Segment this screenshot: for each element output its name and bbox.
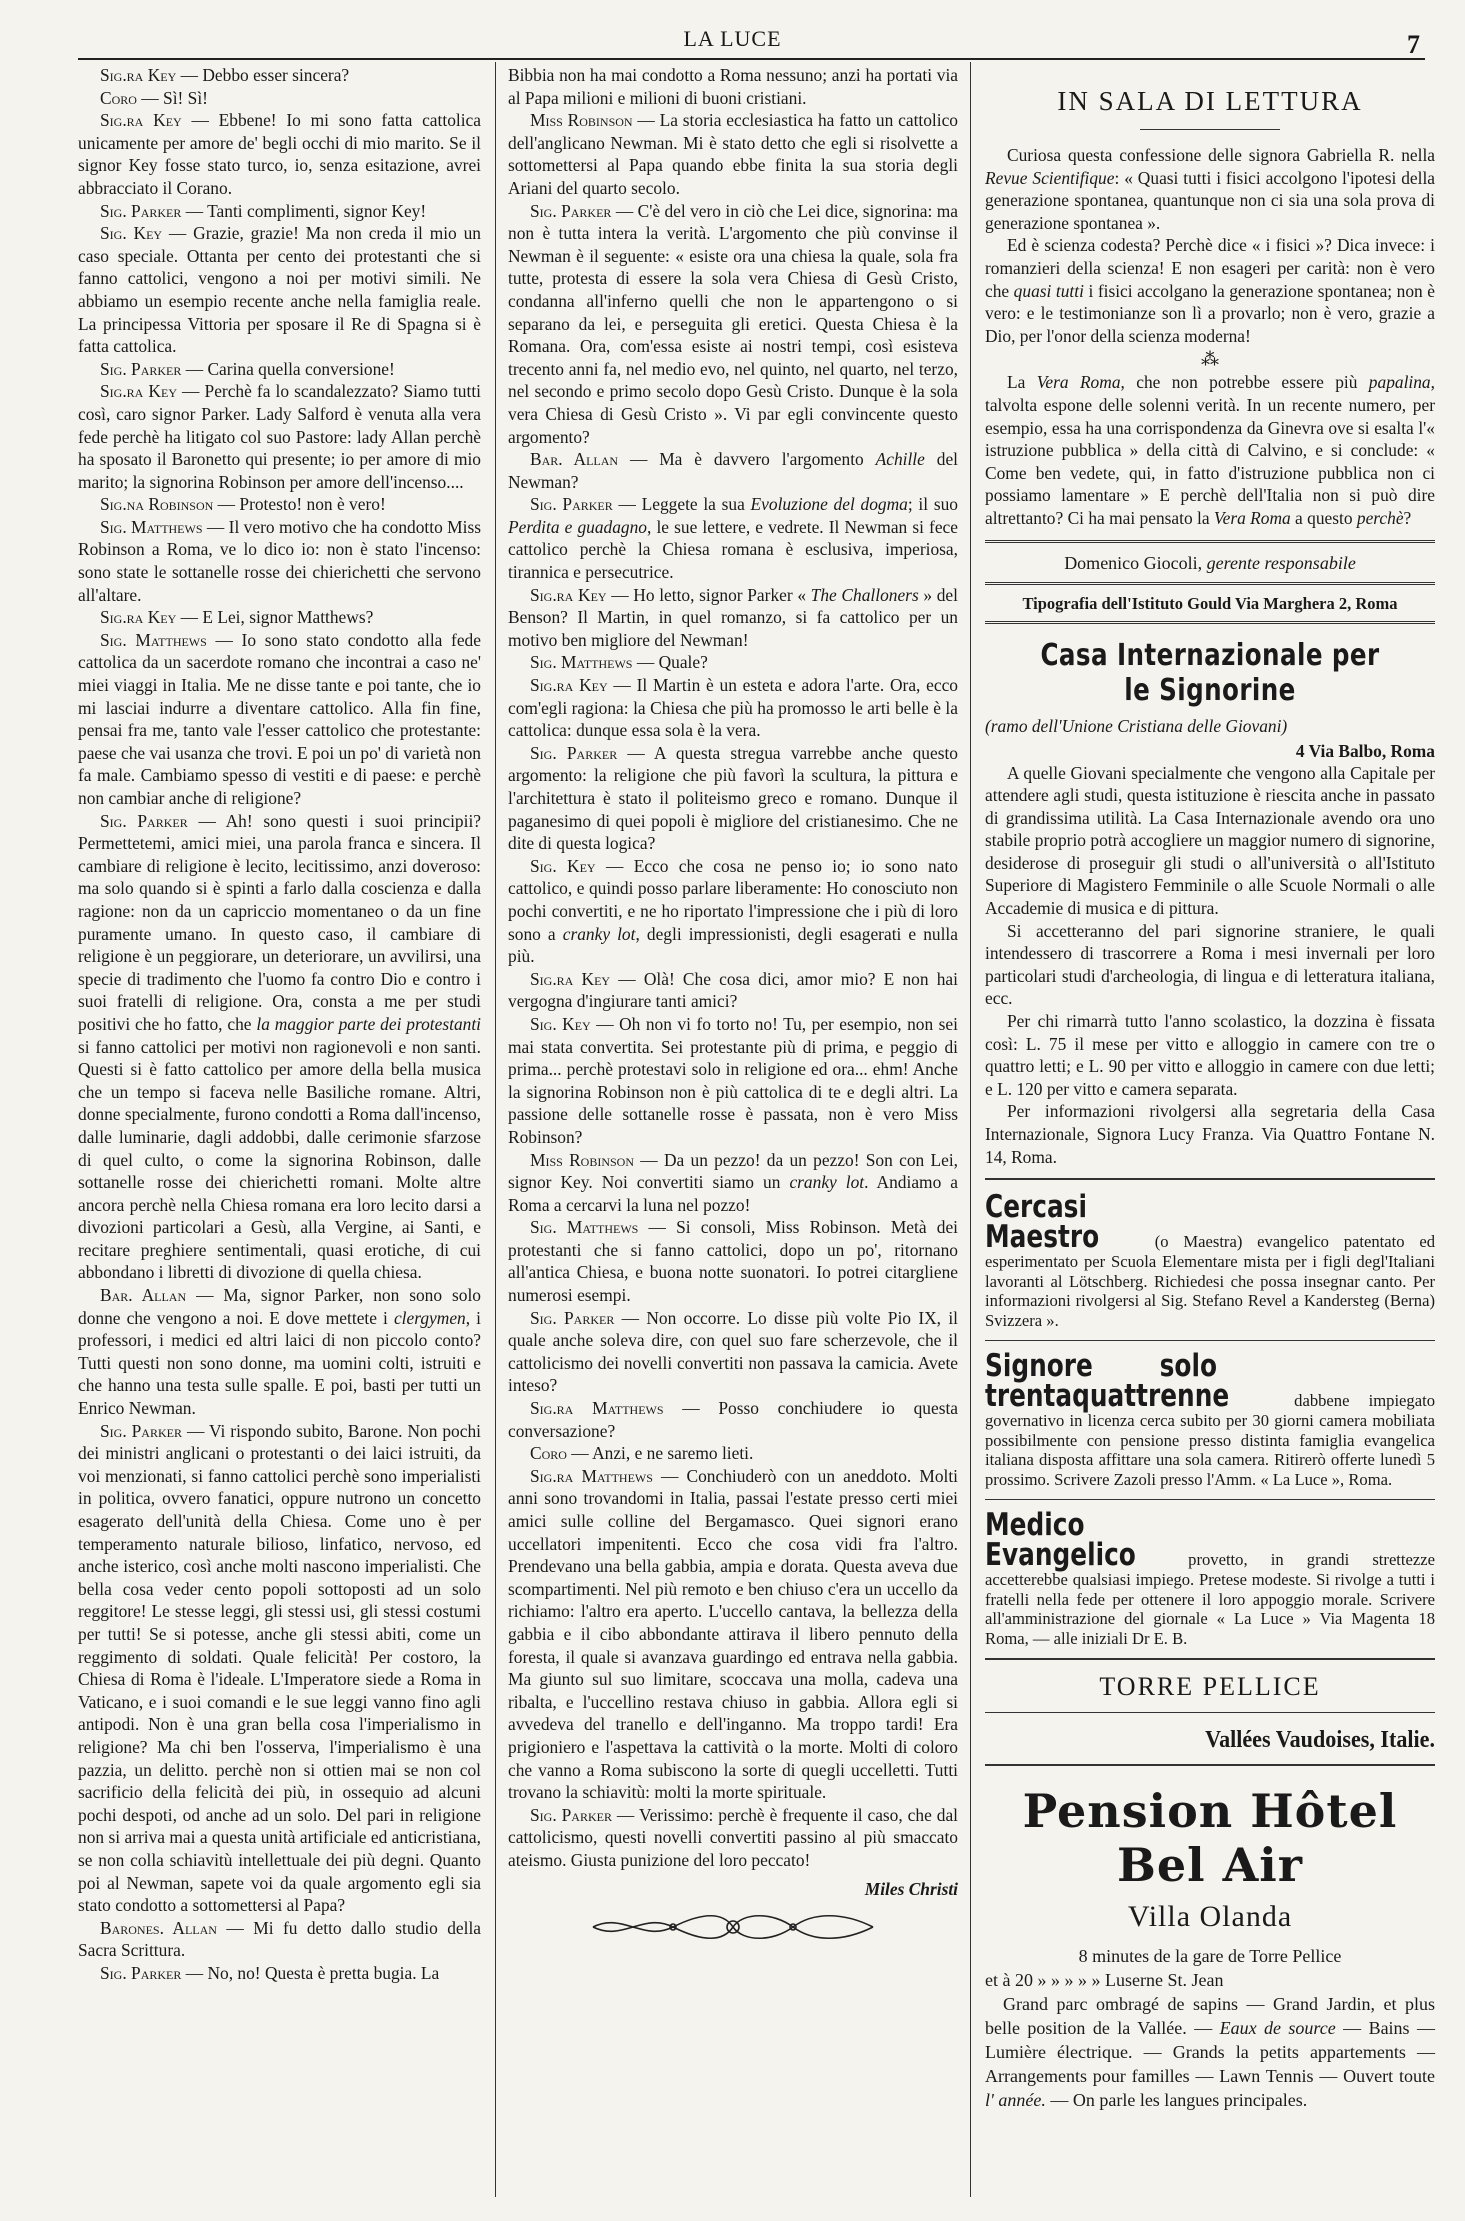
- ad-text: (o Maestra) evangelico patentato ed esperimentato per Scuola Elementare mista per i figli degl'Italiani lavoranti al Lötschberg. Richiedesi che possa insegnar canto. Per informazioni rivolgersi al Sig. Stefano Revel a Kandersteg (Berna) Svizzera ».: [985, 1232, 1436, 1330]
- dialogue-line: Sig.ra Key — E Lei, signor Matthews?: [100, 607, 374, 628]
- dialogue-line: Sig.ra Matthews — Conchiuderò con un aneddoto. Molti anni sono trovandomi in Italia, passai l'estate presso certi miei amici sulle colline del Bergamasco. Quei signori erano uccellatori impenitenti. Ecco che cosa vidi fra l'altro. Prendevano una bella gabbia, ampia e dorata. Questa aveva due scompartimenti. Nel più remoto e ben chiuso c'era un uccello da richiamo: l'altro era aperto. L'uccello cantava, la bellezza della gabbia e il cibo abbondante attirava il libero pennuto della foresta, il quale si avanzava guardingo ed entrava nella gabbia. Ma giunto sul suo limitare, scoccava una molla, cadeva una ribalta, e l'uccellino restava chiuso in gabbia. Allora egli si avvedeva del tranello e dell'inganno. Ma troppo tardi! Era prigioniero e l'aspettava la cattività o la morte. Molti di coloro che vanno a Roma subiscono la sorte di quegli uccelletti. Tutti trovano la schiavitù: molti la morte spirituale.: [508, 1465, 959, 1803]
- classified-ad-signore: [985, 1348, 1435, 1489]
- dialogue-line: Sig.ra Matthews — Posso conchiudere io questa conversazione?: [508, 1398, 959, 1441]
- dialogue-line: Sig.ra Key — Ebbene! Io mi sono fatta cattolica unicamente per amore de' begli occhi di mio marito. Se il signor Key fosse stato turco, io, senza esitazione, avrei abbracciato il Corano.: [78, 110, 481, 198]
- divider: [985, 1178, 1435, 1180]
- dialogue-line: Sig. Parker — Non occorre. Lo disse più volte Pio IX, il quale anche soleva dire, con quel suo fare scherzevole, che il cattolicismo dei novelli convertiti non passava la camicia. Avete inteso?: [508, 1307, 958, 1396]
- header-rule: [78, 58, 1425, 60]
- divider: [985, 582, 1435, 585]
- right-column: [985, 64, 1435, 2112]
- dialogue-line: Sig. Parker — A questa stregua varrebbe anche questo argomento: la religione che più favorì la scultura, la pittura e l'architettura è stato il politeismo greco e romano. Dunque il paganesimo di quei popoli è migliore del cristianesimo. Che ne dite di questa logica?: [508, 742, 958, 854]
- author-signature: Miles Christi: [864, 1878, 958, 1899]
- dialogue-line: Miss Robinson — La storia ecclesiastica ha fatto un cattolico dell'anglicano Newman. Mi è stato detto che egli si risolvette a sottomettersi al Papa quando ebbe finita la sua storia degli Ariani del quarto secolo.: [508, 110, 959, 198]
- dialogue-line: Sig.ra Key — Olà! Che cosa dici, amor mio? E non hai vergogna d'ingiurare tanti amici?: [508, 968, 958, 1012]
- divider: [985, 540, 1435, 543]
- ad-headline: Medico Evangelico: [985, 1507, 1136, 1574]
- detail-line: Grand parc ombragé de sapins — Grand Jardin, et plus belle position de la Vallée. — Eaux de source — Bains — Lumière électrique. — Grands la petits appartements — Arrangements pour familles — Lawn Tennis — Ouvert toute l' année. — On parle les langues principales.: [985, 1994, 1435, 2111]
- dialogue-continued: [508, 64, 958, 1872]
- article-column-2: [508, 64, 958, 1944]
- dialogue-line: Sig. Parker — No, no! Questa è pretta bugia. La: [100, 1962, 440, 1983]
- dialogue-line: Sig.ra Key — Debbo esser sincera?: [100, 65, 350, 85]
- dialogue-line: Coro — Sì! Sì!: [100, 87, 208, 108]
- paragraph: A quelle Giovani specialmente che vengono alla Capitale per attendere agli studi, questa istituzione è riescita anche in passato di grandissima utilità. La Casa Internazionale avendo ora uno stabile proprio potrà accogliere un maggior numero di signorine, desiderose di proseguir gli studi o all'università o all'Istituto Superiore di Magistero Femminile o alle Scuole Normali o alle Accademie di musica e di pittura.: [985, 762, 1435, 919]
- divider: [985, 1712, 1435, 1713]
- reading-room-text: [985, 144, 1435, 530]
- ad-text: dabbene impiegato governativo in licenza cerca subito per 30 giorni camera mobiliata possibilmente con pensione presso distinta famiglia evangelica italiana disposta affittare una sola camera. Ritirerò offerte lunedì 5 prossimo. Scrivere Zazoli presso l'Amm. « La Luce », Roma.: [985, 1391, 1435, 1489]
- paragraph: Per chi rimarrà tutto l'anno scolastico, la dozzina è fissata così: L. 75 il mese per vitto e alloggio in camere con tre o quattro letti; e L. 90 per vitto e alloggio in camere con due letti; e L. 120 per vitto e camera separata.: [985, 1011, 1435, 1099]
- casa-subtitle: (ramo dell'Unione Cristiana delle Giovani): [985, 715, 1288, 736]
- torre-pellice-heading: TORRE PELLICE: [1099, 1672, 1321, 1702]
- divider: [985, 621, 1435, 624]
- dialogue-line: Bar. Allan — Ma, signor Parker, non sono solo donne che vengono a noi. E dove mettete i clergymen, i professori, i medici ed altri laici di non piccolo conto? Tutti questi non sono donne, ma uomini colti, istruiti e che hanno una testa sulle spalle. E poi, basti per tutti un Enrico Newman.: [78, 1285, 481, 1419]
- dialogue-line: Sig. Matthews — Il vero motivo che ha condotto Miss Robinson a Roma, ve lo dico io: non è stato l'incenso: sono state le sottanelle rosse dei chierichetti che servono all'altare.: [78, 516, 481, 605]
- dialogue-line: Sig.ra Key — Il Martin è un esteta e adora l'arte. Ora, ecco com'egli ragiona: la Chiesa che più ha promosso le arti belle è la cattolica: dunque essa sola è la vera.: [508, 675, 958, 741]
- dialogue-line: Sig. Parker — C'è del vero in ciò che Lei dice, signorina: ma non è tutta intera la verità. L'argomento che più convinse il Newman è il seguente: « esiste ora una chiesa la quale, sola fra tutte, protesta di essere la sola vera Chiesa di Gesù Cristo, condanna all'inferno quelli che non le appartengono o si separano da lei, e perseguita gli eretici. Questa Chiesa è la Romana. Ora, com'essa esiste ai nostri tempi, così esisteva trecento anni fa, nel medio evo, nel quinto, nel quarto, nel terzo, nel secondo e primo secolo dopo Gesù Cristo. Dunque è la sola vera Chiesa di Gesù Cristo ». Vi par egli convincente questo argomento?: [508, 200, 958, 447]
- reading-room-heading: IN SALA DI LETTURA: [1057, 86, 1363, 116]
- dialogue-line: Barones. Allan — Mi fu detto dallo studio della Sacra Scrittura.: [78, 1917, 481, 1961]
- dialogue-line: Sig. Matthews — Quale?: [530, 652, 708, 673]
- dialogue-line: Coro — Anzi, e ne saremo lieti.: [530, 1443, 754, 1464]
- pension-details: [985, 1944, 1435, 2112]
- page-header: [0, 0, 1465, 62]
- dialogue-line: Sig. Parker — Ah! sono questi i suoi principii? Permettetemi, amici miei, una parola franca e sincera. Il cambiare di religione è lecito, lecitissimo, anzi doveroso: ma solo quando si è spinti a farlo dalla coscienza e dalla ragione: non da un capriccio momentaneo o da un fine puramente umano. In questo caso, il cambiare di religione è un peggiorare, un deteriorare, un avvilirsi, una specie di tradimento che l'uomo fa contro Dio e contro i suoi fratelli di religione. Ora, consta a me per studi positivi che ho fatto, che la maggior parte dei protestanti si fanno cattolici per motivi non ragionevoli e non santi. Questi si è fatto cattolico per amore della bella musica che un tempo si faceva nelle Basiliche romane. Altri, donne specialmente, furono condotti a Roma dall'incenso, dalle luminarie, dagli addobbi, dalle cerimonie sfarzose di quel culto, o come la signorina Robinson, dalle sottanelle rosse dei chierichetti romani. Molte altre ancora perchè nella Chiesa romana era loro lecito darsi a divozioni particolari a Gesù, alla Vergine, ai Santi, e recitare preghiere sentimentali, quasi erotiche, di cui abbondano i libretti di divozione di quella chiesa.: [78, 810, 482, 1283]
- divider: [985, 1340, 1435, 1341]
- dialogue-line: Sig. Parker — Carina quella conversione!: [100, 358, 395, 379]
- paragraph: Curiosa questa confessione delle signora Gabriella R. nella Revue Scientifique: « Quasi tutti i fisici accolgono l'ipotesi della generazione spontanea, quantunque non ci sia una sola prova di generazione spontanea ».: [985, 145, 1436, 233]
- dialogue-line: Sig.ra Key — Perchè fa lo scandalezzato? Siamo tutti così, caro signor Parker. Lady Salford è venuta alla vera fede perchè ha litigato col suo Pastore: lady Allan perchè ha sposato il Baronetto qui presente; io per amore di mio marito; la signorina Robinson per amore dell'incenso....: [78, 381, 481, 492]
- dialogue-line: Sig.na Robinson — Protesto! non è vero!: [100, 494, 386, 515]
- villa-name: Villa Olanda: [1127, 1900, 1293, 1934]
- dialogue-line: Sig.ra Key — Ho letto, signor Parker « The Challoners » del Benson? Il Martin, in quel romanzo, si fa cattolico per un motivo ben migliore del Newman!: [508, 584, 958, 650]
- dialogue-line: Bibbia non ha mai condotto a Roma nessuno; anzi ha portati via al Papa milioni e milioni di buoni cristiani.: [508, 65, 958, 108]
- pension-title: Pension Hôtel Bel Air: [1022, 1784, 1398, 1893]
- dialogue-line: Sig. Key — Ecco che cosa ne penso io; io sono nato cattolico, e quindi posso parlare liberamente: Ho conosciuto non pochi convertiti, e ne ho riportato l'impressione che i più di loro sono a cranky lot, degli impressionisti, degli esagerati e nulla più.: [508, 855, 958, 967]
- dialogue-line: Sig. Parker — Leggete la sua Evoluzione del dogma; il suo Perdita e guadagno, le sue lettere, e vedrete. Il Newman si fece cattolico perchè la Chiesa romana è esclusiva, imperiosa, tirannica e persecutrice.: [508, 494, 959, 583]
- detail-line: et à 20 » » » » » Luserne St. Jean: [985, 1970, 1224, 1991]
- dialogue-line: Sig. Parker — Tanti complimenti, signor Key!: [100, 200, 427, 221]
- article-column-1: [78, 64, 481, 1984]
- casa-text: [985, 762, 1435, 1169]
- dialogue-line: Miss Robinson — Da un pezzo! da un pezzo! Son con Lei, signor Key. Noi convertiti siamo un cranky lot. Andiamo a Roma a cercarvi la luna nel pozzo!: [508, 1149, 959, 1215]
- dialogue-line: Sig. Matthews — Io sono stato condotto alla fede cattolica da un sacerdote romano che incontrai a caso ne' miei viaggi in Italia. Me ne disse tante e poi tante, che io mi lasciai indurre a diventare cattolico. Alla fin fine, pensai fra me, tanto vale l'esser cattolico che protestante: paese che vai usanza che trovi. E poi un po' di varietà non fa male. Cambiamo spesso di vestiti e di paese: e perchè non cambiar anche di religione?: [78, 629, 481, 808]
- casa-internazionale-title: Casa Internazionale per le Signorine: [1040, 637, 1380, 708]
- dialogue-line: Bar. Allan — Ma è davvero l'argomento Achille del Newman?: [508, 449, 958, 492]
- gerente-responsabile: Domenico Giocoli, gerente responsabile: [1064, 552, 1356, 573]
- divider: [985, 1764, 1435, 1766]
- divider: [985, 1499, 1435, 1500]
- detail-line: 8 minutes de la gare de Torre Pellice: [1078, 1946, 1342, 1967]
- newspaper-title: LA LUCE: [683, 26, 782, 51]
- ad-headline: Signore solo trentaquattrenne: [985, 1348, 1230, 1415]
- ad-headline: Cercasi Maestro: [985, 1189, 1100, 1256]
- paragraph: Ed è scienza codesta? Perchè dice « i fisici »? Dica invece: i romanzieri della scienza! E non esageri per carità: non è vero che quasi tutti i fisici accolgano la generazione spontanea; non è vero: e le testimonianze son lì a provarlo; non è vero, grazie a Dio, per l'onor della scienza moderna!: [985, 235, 1435, 346]
- vallees-vaudoises: Vallées Vaudoises, Italie.: [1205, 1727, 1435, 1754]
- classified-ad-medico: [985, 1507, 1435, 1648]
- page-number: 7: [1407, 30, 1420, 59]
- divider: [1140, 129, 1280, 130]
- asterism-separator: ⁂: [1201, 349, 1219, 370]
- paragraph: Si accetteranno del pari signorine straniere, le quali intendessero di trascorrere a Roma i mesi invernali per loro particolari studi d'archeologia, di lingua e di letteratura italiana, ecc.: [985, 920, 1435, 1009]
- ornament-icon: [583, 1910, 883, 1944]
- printer-credit: Tipografia dell'Istituto Gould Via Marghera 2, Roma: [1022, 593, 1398, 613]
- ad-text: provetto, in grandi strettezze accetterebbe qualsiasi impiego. Pretese modeste. Si rivolge a tutti i fratelli nella fede per ottenere il loro appoggio morale. Scrivere all'amministrazione del giornale « La Luce » Via Magenta 18 Roma, — alle iniziali Dr E. B.: [985, 1550, 1435, 1648]
- divider: [985, 1658, 1435, 1660]
- paragraph: Per informazioni rivolgersi alla segretaria della Casa Internazionale, Signora Lucy Franza. Via Quattro Fontane N. 14, Roma.: [985, 1101, 1435, 1167]
- dialogue-line: Sig. Key — Grazie, grazie! Ma non creda il mio un caso speciale. Ottanta per cento dei protestanti che si fanno cattolici, vengono a noi per motivi simili. Ne abbiamo un esempio recente anche nella famiglia reale. La principessa Vittoria per sposare il Re di Spagna si è fatta cattolica.: [78, 223, 481, 357]
- column-divider: [970, 62, 971, 2197]
- paragraph: La Vera Roma, che non potrebbe essere più papalina, talvolta espone delle solenni verità. In un recente numero, per esempio, essa ha una corrispondenza da Ginevra ove si esalta l'« istruzione pubblica » della città di Calvino, e si conclude: « Come ben vedete, qui, in fatto d'istruzione pubblica non ci possiamo lamentare » E perchè dell'Italia non si può dire altrettanto? Ci ha mai pensato la Vera Roma a questo perchè?: [985, 372, 1435, 528]
- column-divider: [495, 62, 496, 2197]
- dialogue-line: Sig. Matthews — Si consoli, Miss Robinson. Metà dei protestanti che si fanno cattolici, dopo un po', ritornano all'antica Chiesa, e buona notte suonatori. Io potrei citargliene numerosi esempi.: [508, 1217, 958, 1306]
- dialogue-line: Sig. Parker — Verissimo: perchè è frequente il caso, che dal cattolicismo, questi novelli convertiti passino al più smaccato ateismo. Giusta punizione del loro peccato!: [508, 1804, 959, 1870]
- casa-address: 4 Via Balbo, Roma: [1295, 740, 1435, 761]
- dialogue-line: Sig. Parker — Vi rispondo subito, Barone. Non pochi dei ministri anglicani o protestanti o dei laici istruiti, da voi menzionati, si fanno cattolici perchè sono imperialisti in politica, ovvero fanatici, oppure nutrono un concetto esagerato dell'unità della Chiesa. Come uno è per temperamento naturale bilioso, linfatico, nervoso, ed anche isterico, così anche molti nascono imperialisti. Che bella cosa veder cento popoli sottoposti ad un solo reggitore! Le stesse leggi, gli stessi usi, gli stessi costumi per tutti! Se si potesse, anche gli stessi abiti, come un reggimento di soldati. Quale felicità! Per costoro, la Chiesa di Roma è l'ideale. L'Imperatore siede a Roma in Vaticano, e i suoi comandi e le sue leggi vanno fino agli antipodi. Non è una gran bella cosa l'imperialismo in religione? Ma chi ben l'osserva, l'imperialismo è una pazzia, un delitto. perchè non si ottien mai se non col sacrificio della felicità dei più, in ossequio ad alcuni pochi despoti, od anche ad un solo. Del pari in religione non si arriva mai a questa unità artificiale ed anticristiana, se non colla schiavitù intellettuale dei più degni. Quanto poi al Newman, sapete voi da quale argomento egli sia stato condotto a sottomettersi al Papa?: [78, 1420, 481, 1916]
- classified-ad-maestro: [985, 1189, 1436, 1330]
- dialogue-line: Sig. Key — Oh non vi fo torto no! Tu, per esempio, non sei mai stata convertita. Sei protestante più di prima, e peggio di prima... perchè protestavi solo in religione ed ora... ehm! Anche la signorina Robinson non è più cattolica di te e degli altri. La passione delle sottanelle rosse è passata, non è vero Miss Robinson?: [508, 1013, 958, 1147]
